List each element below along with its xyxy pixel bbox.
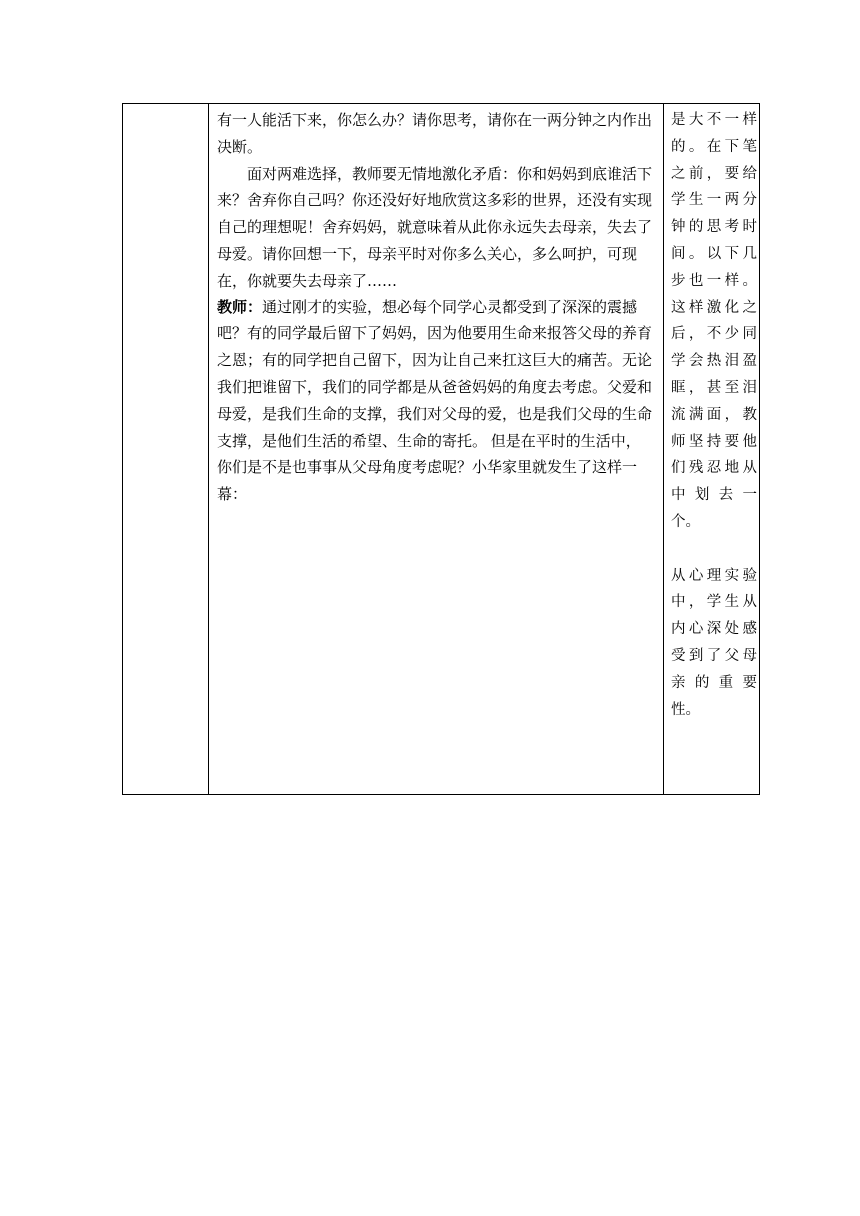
note-thinking-time: 是大不一样的。在下笔之前，要给学生一两分钟的思考时间。以下几步也一样。这样激化之后，不少同学会热泪盈眶，甚至泪流满面，教师坚持要他们残忍地从中划去一个。 [671, 112, 757, 530]
teacher-summary-text: 通过刚才的实验，想必每个同学心灵都受到了深深的震撼吧？有的同学最后留下了妈妈，因为他要用生命来报答父母的养育之恩；有的同学把自己留下，因为让自己来扛这巨大的痛苦。无论我们把谁留下，我们的同学都是从爸爸妈妈的角度去考虑。父爱和母爱，是我们生命的支撑，我们对父母的爱，也是我们父母的生命支撑，是他们生活的希望、生命的寄托。 但是在平时的生活中，你们是不是也事事从父母角度考虑呢？小华家里就发生了这样一幕： [217, 299, 653, 504]
paragraph-teacher-summary [217, 295, 655, 509]
lesson-plan-table [122, 103, 760, 795]
left-empty-cell [123, 104, 209, 795]
teaching-process-cell [209, 104, 664, 795]
paragraph-decision-prompt: 有一人能活下来，你怎么办？请你思考，请你在一两分钟之内作出决断。 [217, 111, 653, 156]
note-spacer [671, 536, 757, 563]
table-row [123, 104, 760, 795]
design-notes-cell [664, 104, 760, 795]
note-psychology-experiment: 从心理实验中，学生从内心深处感受到了父母亲的重要性。 [671, 567, 757, 718]
paragraph-dilemma: 面对两难选择，教师要无情地激化矛盾：你和妈妈到底谁活下来？舍弃你自己吗？你还没好好地欣赏这多彩的世界，还没有实现自己的理想呢！舍弃妈妈，就意味着从此你永远失去母亲，失去了母爱。请你回想一下，母亲平时对你多么关心，多么呵护，可现在，你就要失去母亲了…… [217, 164, 653, 290]
teacher-label: 教师： [217, 298, 263, 316]
